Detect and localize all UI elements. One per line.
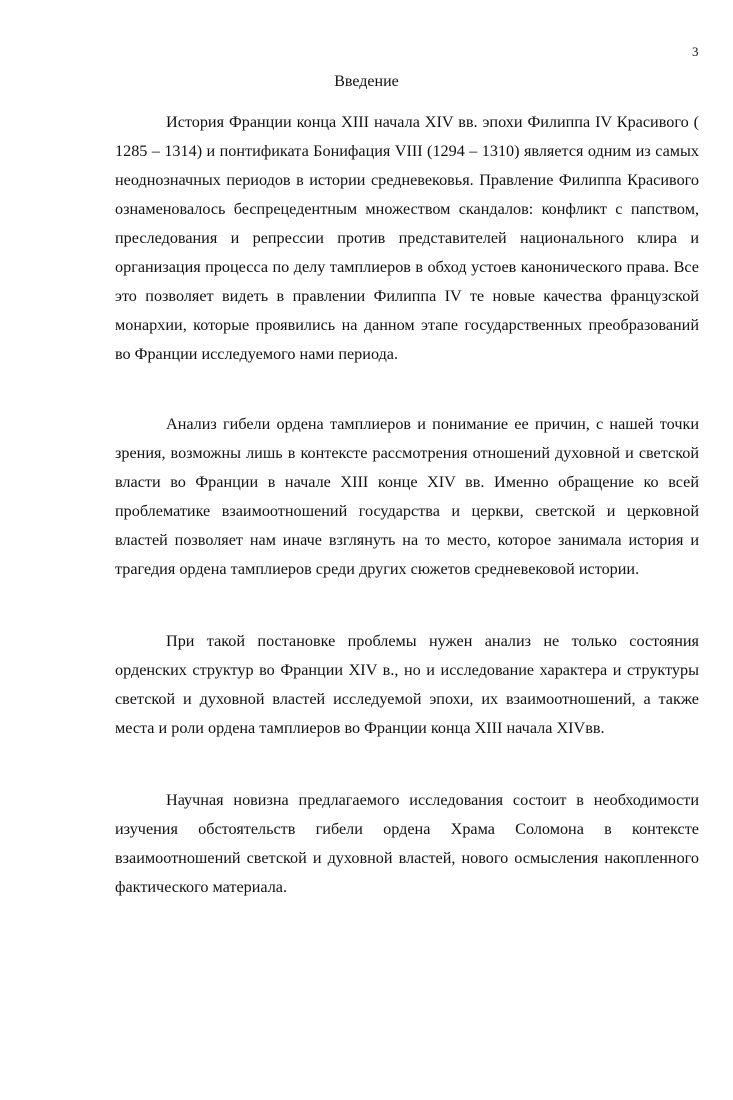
- paragraph-problem-statement: При такой постановке проблемы нужен анализ не только состояния орденских структур во Франции XIV в., но и исследование характера и структуры светской и духовной властей исследуемой эпохи, их взаимоотношений, а также места и роли ордена тамплиеров во Франции конца XIII начала XIVвв.: [115, 632, 699, 737]
- paragraph-analysis: Анализ гибели ордена тамплиеров и понимание ее причин, с нашей точки зрения, возможны лишь в контексте рассмотрения отношений духовной и светской власти во Франции в начале XIII конце XIV вв. Именно обращение ко всей проблематике взаимоотношений государства и церкви, светской и церковной властей позволяет нам иначе взглянуть на то место, которое занимала история и трагедия ордена тамплиеров среди других сюжетов средневековой истории.: [115, 415, 699, 578]
- page-title: Введение: [334, 73, 399, 90]
- page-number: 3: [692, 44, 699, 59]
- paragraph-introduction: История Франции конца XIII начала XIV вв. эпохи Филиппа IV Красивого ( 1285 – 1314) и понтификата Бонифация VIII (1294 – 1310) является одним из самых неоднозначных периодов в истории средневековья. Правление Филиппа Красивого ознаменовалось беспрецедентным множеством скандалов: конфликт с папством, преследования и репрессии против представителей национального клира и организация процесса по делу тамплиеров в обход устоев канонического права. Все это позволяет видеть в правлении Филиппа IV те новые качества французской монархии, которые проявились на данном этапе государственных преобразований во Франции исследуемого нами периода.: [115, 113, 699, 363]
- paragraph-novelty: Научная новизна предлагаемого исследования состоит в необходимости изучения обстоятельств гибели ордена Храма Соломона в контексте взаимоотношений светской и духовной властей, нового осмысления накопленного фактического материала.: [115, 791, 699, 896]
